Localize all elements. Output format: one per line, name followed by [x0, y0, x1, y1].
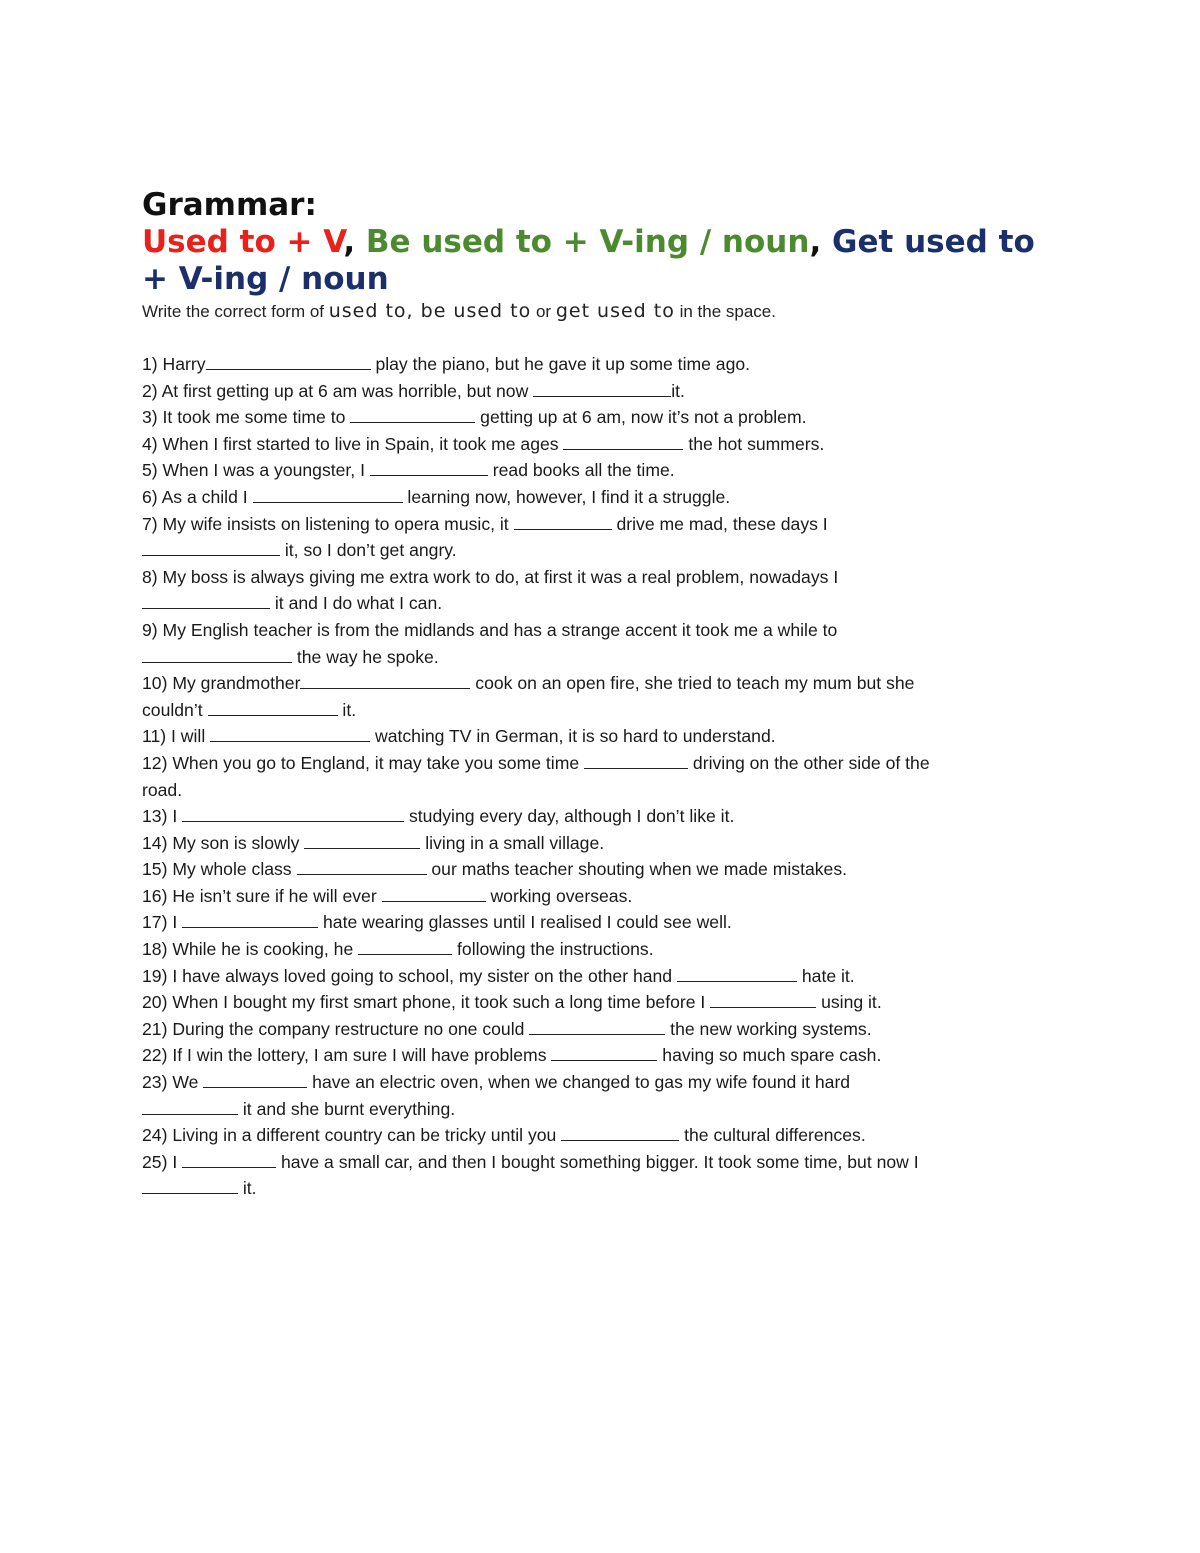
- exercise-item: 9) My English teacher is from the midlands and has a strange accent it took me a while to the way he spoke.: [142, 619, 838, 667]
- answer-blank[interactable]: [561, 1123, 679, 1141]
- exercise-item: 20) When I bought my first smart phone, it took such a long time before I using it.: [142, 992, 882, 1013]
- answer-blank[interactable]: [584, 751, 688, 769]
- answer-blank[interactable]: [208, 698, 338, 716]
- exercise-item: 19) I have always loved going to school, my sister on the other hand hate it.: [142, 965, 855, 986]
- answer-blank[interactable]: [142, 591, 270, 609]
- exercise-item: 25) I have a small car, and then I bought something bigger. It took some time, but now I it.: [142, 1151, 919, 1199]
- answer-blank[interactable]: [382, 884, 486, 902]
- exercise-item: 13) I studying every day, although I don’t like it.: [142, 806, 735, 827]
- answer-blank[interactable]: [533, 379, 671, 397]
- answer-blank[interactable]: [182, 1150, 276, 1168]
- answer-blank[interactable]: [350, 405, 475, 423]
- worksheet-page: [142, 186, 1062, 1202]
- exercise-item: 18) While he is cooking, he following the instructions.: [142, 939, 654, 960]
- subtitle-be-used-to: Be used to + V-ing / noun: [365, 224, 810, 260]
- answer-blank[interactable]: [253, 485, 403, 503]
- answer-blank[interactable]: [563, 432, 683, 450]
- answer-blank[interactable]: [142, 1097, 238, 1115]
- exercise-item: 23) We have an electric oven, when we changed to gas my wife found it hard it and she burnt everything.: [142, 1072, 851, 1119]
- exercise-item: 16) He isn’t sure if he will ever working overseas.: [142, 885, 633, 906]
- exercise-list: [142, 351, 1062, 1202]
- answer-blank[interactable]: [142, 538, 280, 556]
- exercise-item: 11) I will watching TV in German, it is so hard to understand.: [142, 726, 776, 747]
- exercise-item: 5) When I was a youngster, I read books all the time.: [142, 460, 675, 481]
- exercise-item: 1) Harry play the piano, but he gave it up some time ago.: [142, 354, 751, 374]
- exercise-item: 6) As a child I learning now, however, I find it a struggle.: [142, 486, 731, 507]
- exercise-item: 8) My boss is always giving me extra work to do, at first it was a real problem, nowadays I it and I do what I can.: [142, 566, 839, 614]
- answer-blank[interactable]: [370, 458, 488, 476]
- exercise-item: 12) When you go to England, it may take you some time driving on the other side of the road.: [142, 752, 930, 800]
- subtitle-separator: ,: [809, 224, 833, 260]
- exercise-item: 3) It took me some time to getting up at 6 am, now it’s not a problem.: [142, 407, 807, 428]
- answer-blank[interactable]: [182, 804, 404, 822]
- answer-blank[interactable]: [304, 831, 420, 849]
- answer-blank[interactable]: [710, 990, 816, 1008]
- exercise-item: 7) My wife insists on listening to opera music, it drive me mad, these days I it, so I don’t get angry.: [142, 513, 828, 561]
- subtitle-used-to: Used to + V: [142, 224, 344, 260]
- answer-blank[interactable]: [210, 724, 370, 742]
- answer-blank[interactable]: [297, 857, 427, 875]
- page-title: Grammar:: [142, 187, 317, 223]
- exercise-item: 22) If I win the lottery, I am sure I will have problems having so much spare cash.: [142, 1045, 882, 1066]
- instruction-text: Write the correct form of used to, be used to or get used to in the space.: [142, 300, 776, 322]
- answer-blank[interactable]: [358, 937, 452, 955]
- exercise-item: 15) My whole class our maths teacher shouting when we made mistakes.: [142, 859, 848, 880]
- answer-blank[interactable]: [142, 645, 292, 663]
- answer-blank[interactable]: [529, 1017, 665, 1035]
- exercise-item: 10) My grandmother cook on an open fire, she tried to teach my mum but she couldn’t it.: [142, 673, 915, 720]
- exercise-item: 17) I hate wearing glasses until I realised I could see well.: [142, 912, 732, 933]
- answer-blank[interactable]: [677, 964, 797, 982]
- subtitle-get-used-to: Get used to: [832, 224, 1035, 260]
- answer-blank[interactable]: [203, 1070, 307, 1088]
- exercise-item: 2) At first getting up at 6 am was horrible, but now it.: [142, 380, 685, 401]
- answer-blank[interactable]: [551, 1043, 657, 1061]
- exercise-item: 14) My son is slowly living in a small village.: [142, 832, 605, 853]
- subtitle-get-used-to-continued: + V-ing / noun: [142, 261, 389, 297]
- answer-blank[interactable]: [142, 1176, 238, 1194]
- answer-blank[interactable]: [300, 671, 470, 689]
- answer-blank[interactable]: [514, 512, 612, 530]
- exercise-item: 4) When I first started to live in Spain, it took me ages the hot summers.: [142, 433, 825, 454]
- answer-blank[interactable]: [182, 910, 318, 928]
- page-subtitle: [142, 224, 1062, 298]
- exercise-item: 24) Living in a different country can be tricky until you the cultural differences.: [142, 1125, 866, 1146]
- answer-blank[interactable]: [206, 352, 371, 370]
- subtitle-separator: ,: [343, 224, 366, 260]
- exercise-item: 21) During the company restructure no one could the new working systems.: [142, 1018, 872, 1039]
